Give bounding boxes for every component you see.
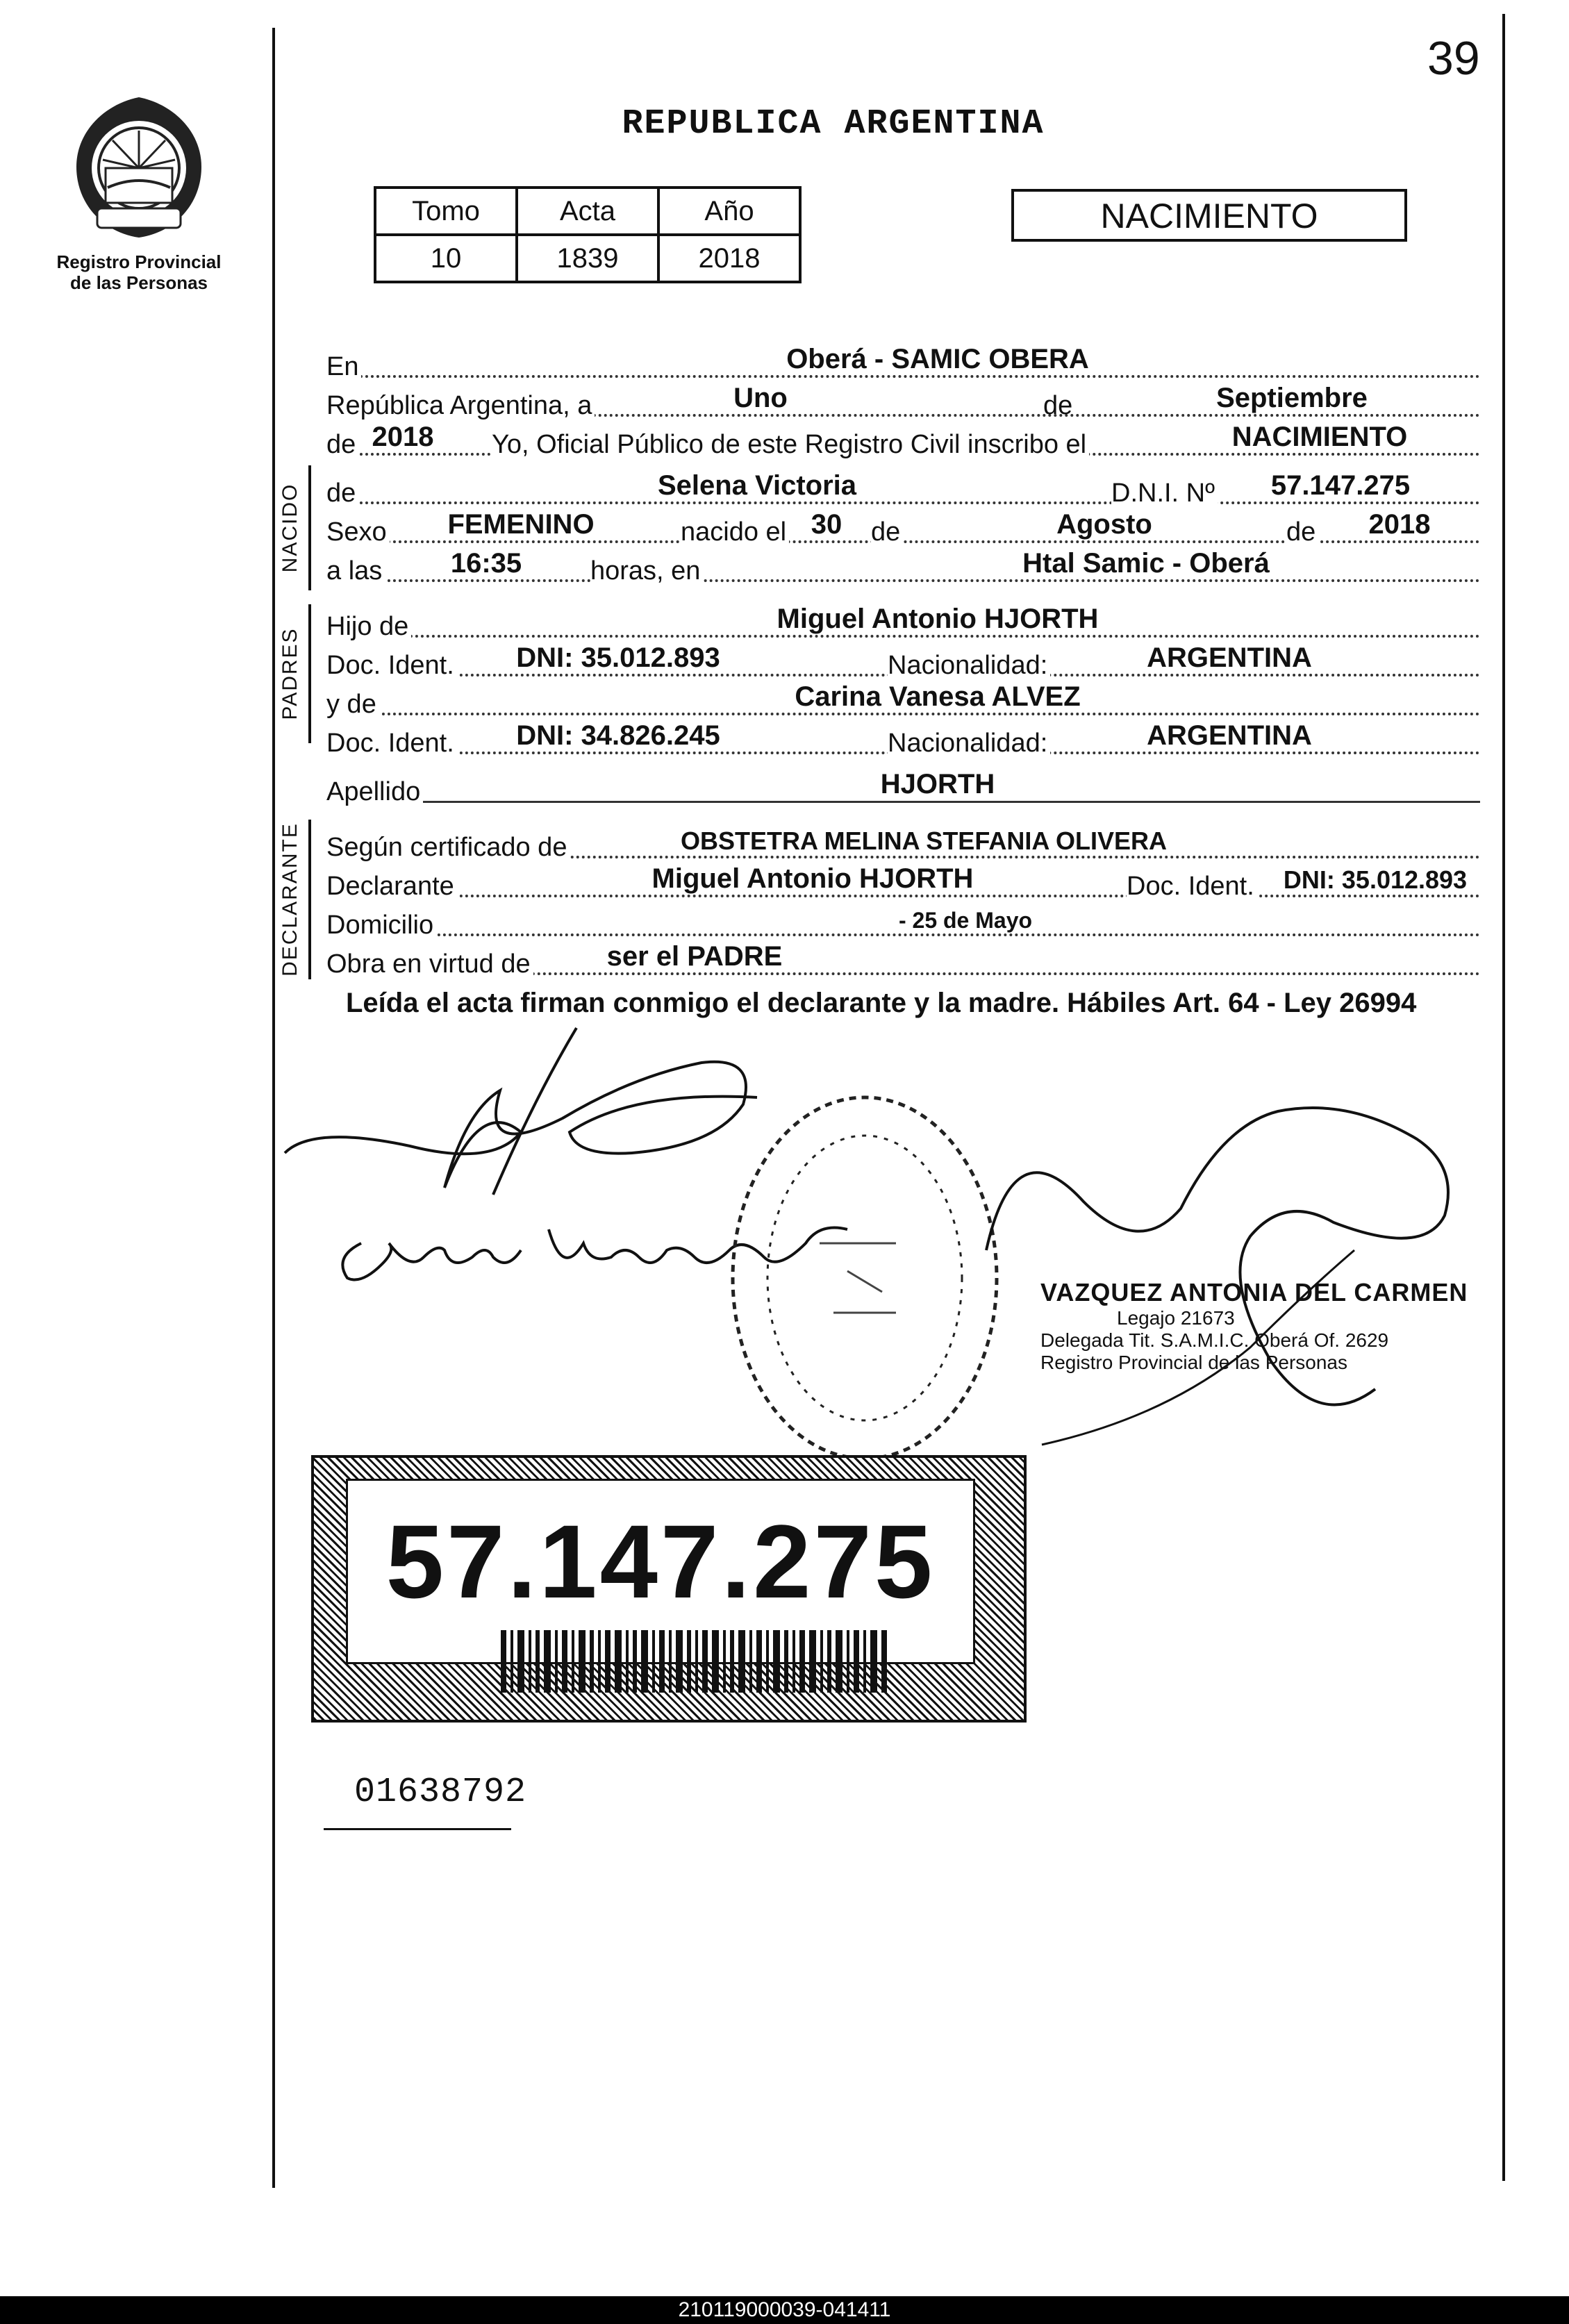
label-de-anio: de [326,430,358,460]
label-en: En [326,352,361,382]
header-anio: Año [658,188,800,235]
header-tomo: Tomo [375,188,517,235]
label-domicilio: Domicilio [326,911,436,940]
official-signature [958,1028,1466,1459]
row-madre-doc [326,715,1480,758]
value-dni: 57.147.275 [1270,470,1411,501]
row-certificado [326,820,1480,863]
value-madre-nacionalidad: ARGENTINA [1147,720,1312,751]
document-title: REPUBLICA ARGENTINA [622,104,1045,144]
value-domicilio: - 25 de Mayo [898,908,1033,933]
value-tipo-inscripcion: NACIMIENTO [1231,422,1408,452]
value-acta: 1839 [517,235,658,282]
value-madre: Carina Vanesa ALVEZ [795,681,1081,712]
row-en [326,339,1480,382]
label-de-nombre: de [326,479,358,508]
value-mes: Septiembre [1216,383,1368,413]
label-obra: Obra en virtud de [326,949,533,979]
value-mes-nacimiento: Agosto [1056,509,1152,540]
label-a-las: a las [326,556,385,586]
label-declarante: Declarante [326,872,457,902]
serial-underline [324,1828,511,1830]
value-lugar: Oberá - SAMIC OBERA [786,344,1089,374]
value-anio: 2018 [372,422,434,452]
label-republica: República Argentina, a [326,391,595,421]
logo-caption [42,251,236,293]
right-margin-rule [1502,14,1505,2181]
record-type-box: NACIMIENTO [1011,189,1407,242]
label-nacido-el: nacido el [681,517,789,547]
section-declarante-label: DECLARANTE [279,822,301,977]
official-stamp-text [1040,1278,1468,1374]
row-nacido-hora [326,543,1480,586]
official-role: Delegada Tit. S.A.M.I.C. Oberá Of. 2629 [1040,1329,1389,1351]
official-name: VAZQUEZ ANTONIA DEL CARMEN [1040,1278,1468,1306]
dni-label-box [311,1455,1027,1723]
value-certificado: OBSTETRA MELINA STEFANIA OLIVERA [680,827,1167,855]
label-de-anio-nac: de [1286,517,1318,547]
label-padre-doc: Doc. Ident. [326,651,457,681]
serial-number: 01638792 [354,1773,527,1812]
row-y-de [326,677,1480,720]
label-horas-en: horas, en [590,556,703,586]
row-anio [326,417,1480,460]
label-madre-nacionalidad: Nacionalidad: [888,729,1050,758]
row-nacido-sexo [326,504,1480,547]
tomo-acta-anio-table [374,186,802,283]
row-domicilio [326,897,1480,940]
logo-caption-line-1: Registro Provincial [56,251,222,272]
section-nacido [269,465,311,590]
value-tomo: 10 [375,235,517,282]
label-certificado: Según certificado de [326,833,570,863]
closing-statement: Leída el acta firman conmigo el declarante y la madre. Hábiles Art. 64 - Ley 26994 [346,988,1417,1018]
label-sexo: Sexo [326,517,390,547]
label-de: de [1043,391,1073,420]
row-declarante [326,858,1480,902]
value-madre-doc: DNI: 34.826.245 [516,720,720,751]
label-hijo-de: Hijo de [326,612,411,642]
label-dni: D.N.I. Nº [1111,479,1218,508]
official-org: Registro Provincial de las Personas [1040,1352,1347,1373]
label-padre-nacionalidad: Nacionalidad: [888,651,1050,681]
row-nacido-nombre [326,465,1480,508]
row-republica [326,378,1480,421]
label-y-de: y de [326,690,379,720]
madre-signature-text: Carina Vanesa Olivez [326,1285,333,1286]
footer-document-id: 210119000039-041411 [0,2296,1569,2324]
value-dia-nacimiento: 30 [811,509,842,540]
dni-barcode [501,1630,890,1693]
value-declarante-doc: DNI: 35.012.893 [1283,865,1468,894]
value-sexo: FEMENINO [447,509,595,540]
value-obra: ser el PADRE [606,941,783,972]
label-de-mes: de [871,517,903,547]
page-number: 39 [1427,32,1480,85]
value-hora: 16:35 [450,548,522,579]
value-dia-letras: Uno [733,383,788,413]
declarante-signature [271,1014,771,1209]
value-nombre: Selena Victoria [657,470,857,501]
row-obra [326,936,1480,979]
official-legajo: Legajo 21673 [1117,1307,1235,1329]
value-lugar-nacimiento: Htal Samic - Oberá [1022,548,1270,579]
section-padres [269,604,311,743]
label-declarante-doc: Doc. Ident. [1127,872,1257,902]
row-apellido [326,764,1480,807]
value-padre: Miguel Antonio HJORTH [777,604,1099,634]
row-hijo-de [326,599,1480,642]
row-padre-doc [326,638,1480,681]
value-anio-nacimiento: 2018 [1368,509,1431,540]
value-padre-doc: DNI: 35.012.893 [516,642,720,673]
header-acta: Acta [517,188,658,235]
dni-label-inner [346,1479,975,1664]
section-nacido-label: NACIDO [279,483,301,573]
logo-caption-line-2: de las Personas [70,272,208,293]
label-oficial: Yo, Oficial Público de este Registro Civil inscribo el [492,430,1089,460]
label-madre-doc: Doc. Ident. [326,729,457,758]
value-padre-nacionalidad: ARGENTINA [1147,642,1312,673]
value-anio: 2018 [658,235,800,282]
section-padres-label: PADRES [279,627,301,720]
value-apellido: HJORTH [880,769,995,799]
section-declarante [269,820,311,979]
value-declarante: Miguel Antonio HJORTH [651,863,974,894]
dni-label-number: 57.147.275 [385,1503,936,1620]
label-apellido: Apellido [326,777,423,807]
